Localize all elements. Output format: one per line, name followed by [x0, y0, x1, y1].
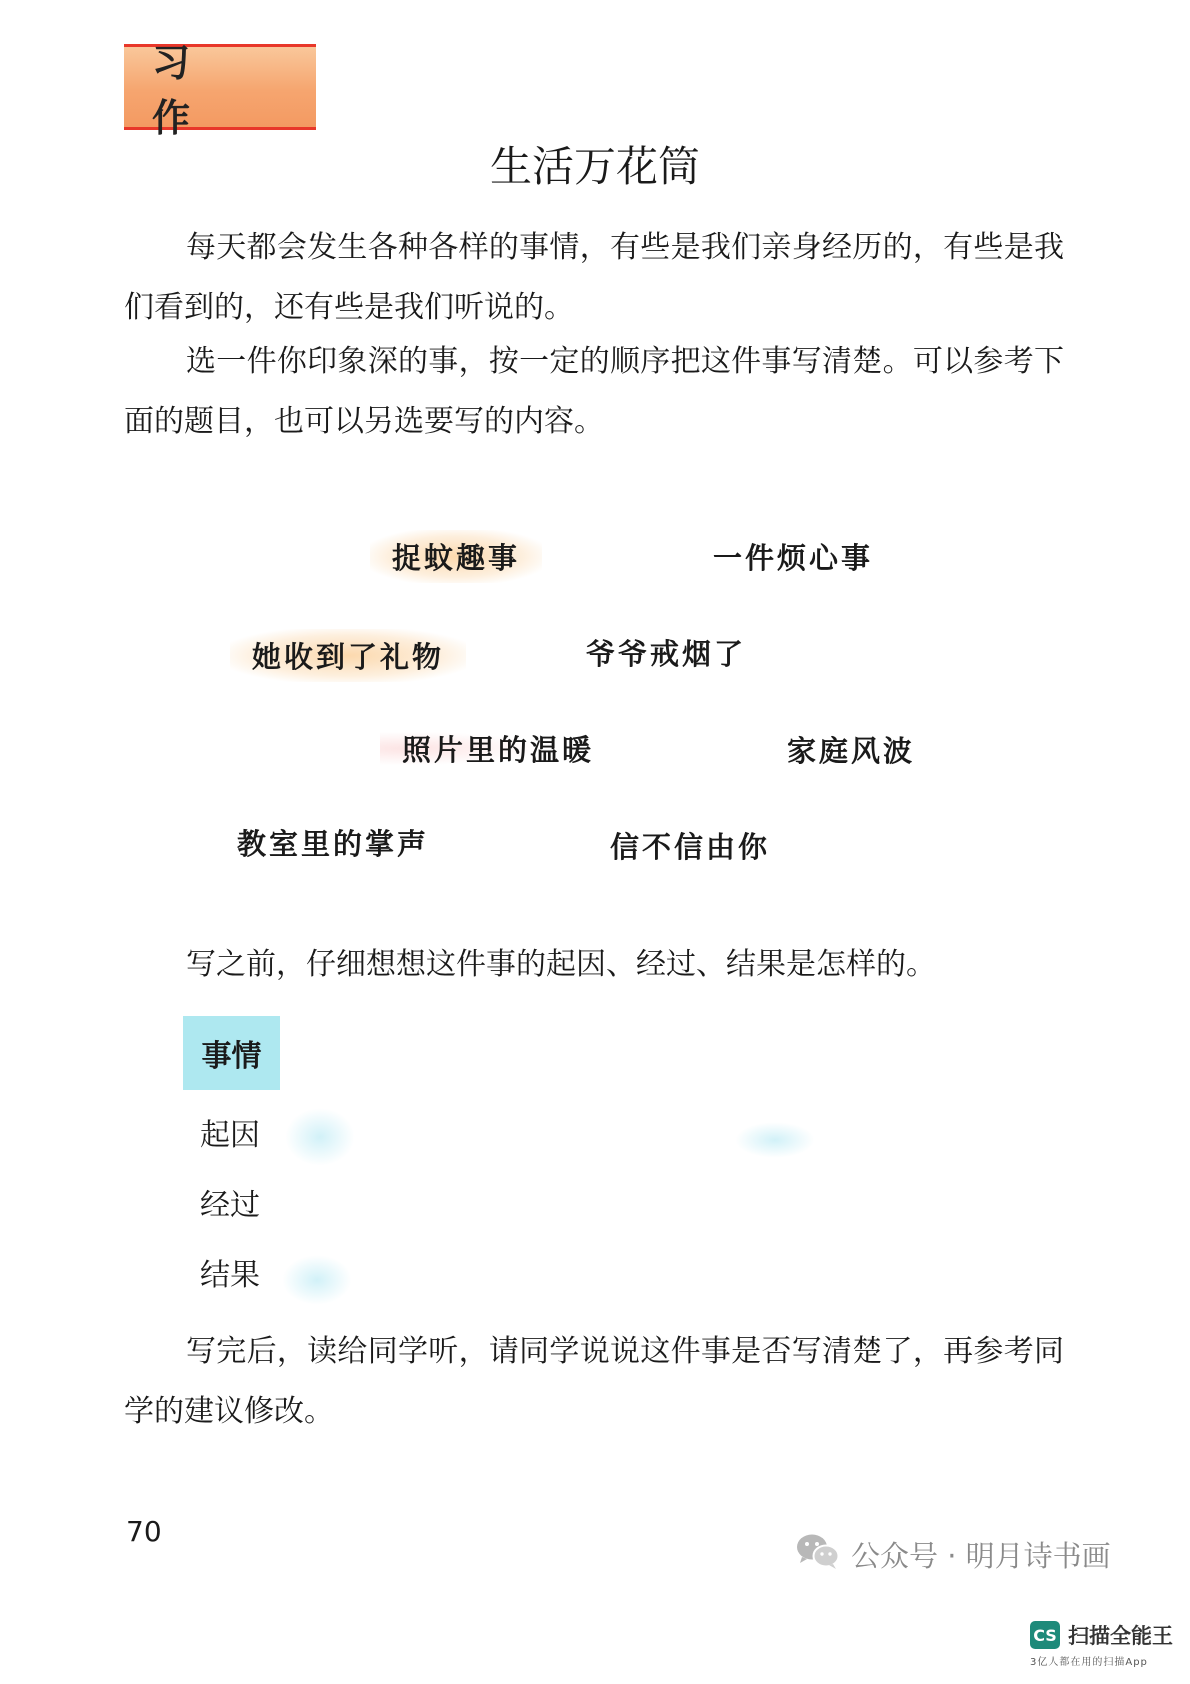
watermark-text: 公众号 · 明月诗书画 — [851, 1539, 1111, 1573]
event-row-cause: 起因 — [200, 1118, 260, 1153]
wechat-icon — [795, 1532, 841, 1577]
topic-item: 一件烦心事 — [713, 541, 874, 575]
topic-item: 信不信由你 — [610, 830, 771, 864]
faded-blot — [735, 1122, 815, 1158]
closing-paragraph: 写完后，读给同学听，请同学说说这件事是否写清楚了，再参考同学的建议修改。 — [124, 1334, 1064, 1429]
event-row-process: 经过 — [200, 1188, 260, 1223]
topic-item: 捉蚊趣事 — [370, 530, 542, 583]
topic-item: 家庭风波 — [787, 734, 916, 768]
scanner-watermark — [1030, 1620, 1173, 1668]
event-table-header: 事情 — [183, 1016, 280, 1090]
intro-paragraph: 每天都会发生各种各样的事情，有些是我们亲身经历的，有些是我们看到的，还有些是我们听说的。 — [124, 230, 1064, 325]
topic-item: 照片里的温暖 — [380, 722, 616, 775]
faded-blot — [285, 1108, 355, 1166]
page-title: 生活万花筒 — [489, 142, 700, 191]
watermark — [795, 1532, 1111, 1577]
scanner-tagline: 3亿人都在用的扫描App — [1030, 1657, 1148, 1668]
page-number: 70 — [126, 1515, 162, 1548]
topic-item: 教室里的掌声 — [237, 827, 430, 861]
topic-item: 爷爷戒烟了 — [586, 637, 747, 671]
topic-item: 她收到了礼物 — [230, 629, 466, 682]
instruction-paragraph: 写之前，仔细想想这件事的起因、经过、结果是怎样的。 — [186, 947, 936, 982]
task-paragraph: 选一件你印象深的事，按一定的顺序把这件事写清楚。可以参考下面的题目，也可以另选要写的内容。 — [124, 344, 1064, 439]
camscanner-logo-icon: CS — [1030, 1621, 1060, 1649]
section-tag — [124, 40, 316, 140]
section-label: 习 作 — [152, 40, 219, 140]
scanner-name: 扫描全能王 — [1068, 1624, 1173, 1648]
faded-blot — [282, 1255, 352, 1305]
event-row-result: 结果 — [200, 1258, 260, 1293]
